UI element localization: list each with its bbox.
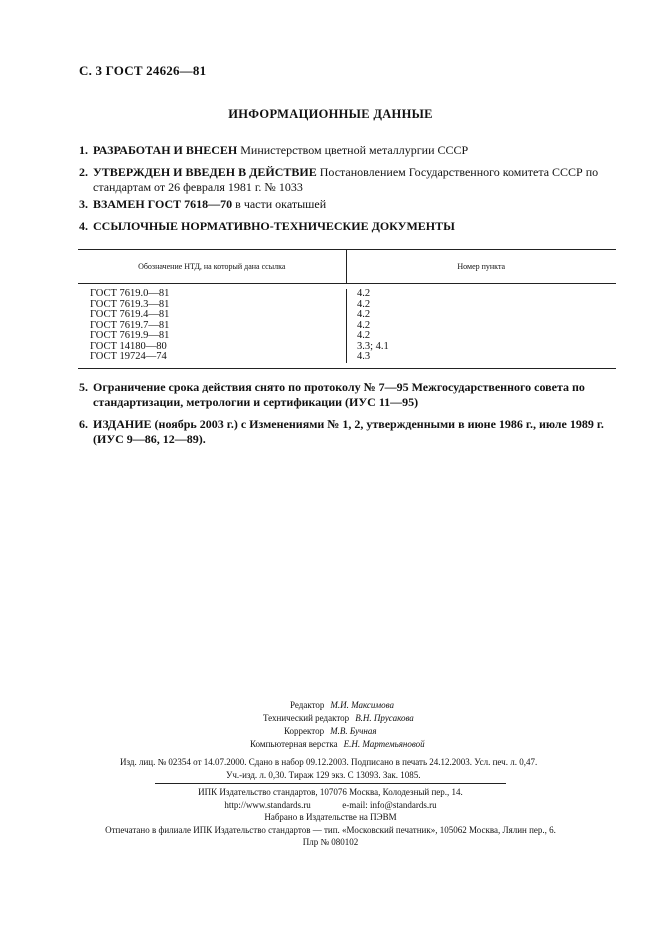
credit-label: Корректор xyxy=(284,726,325,736)
credit-name: М.И. Максимова xyxy=(330,700,394,710)
divider xyxy=(155,783,506,784)
table-cell-doc: ГОСТ 7619.7—81 xyxy=(90,319,170,331)
info-item-1 xyxy=(79,143,616,158)
table-cell-point: 4.2 xyxy=(357,298,371,310)
page-header: С. 3 ГОСТ 24626—81 xyxy=(79,63,207,78)
credit-name: Е.Н. Мартемьяновой xyxy=(343,739,425,749)
references-table xyxy=(78,249,616,369)
table-cell-doc: ГОСТ 7619.0—81 xyxy=(90,288,170,299)
item-heading: ИЗДАНИЕ xyxy=(93,417,152,431)
table-body xyxy=(78,284,616,368)
item-number: 6. xyxy=(79,417,88,431)
credit-layout xyxy=(250,738,425,752)
credit-label: Технический редактор xyxy=(263,713,350,723)
table-header xyxy=(78,250,616,284)
table-cell-point: 4.2 xyxy=(357,288,371,299)
item-number: 4. xyxy=(79,219,88,233)
table-cell-point: 4.2 xyxy=(357,319,371,331)
credit-editor xyxy=(290,699,394,713)
section-title: ИНФОРМАЦИОННЫЕ ДАННЫЕ xyxy=(228,107,433,121)
imprint-line: Изд. лиц. № 02354 от 14.07.2000. Сдано в набор 09.12.2003. Подписано в печать 24.12.2003. Усл. печ. л. 0,47. xyxy=(120,757,538,767)
item-text: (ноябрь 2003 г.) с Изменениями № 1, 2, утвержденными в июне 1986 г., июле 1989 г. (ИУС 9—86, 12—89). xyxy=(93,417,604,446)
publisher-line: http://www.standards.ru e-mail: info@standards.ru xyxy=(224,799,437,810)
info-item-4 xyxy=(79,219,616,234)
table-cell-point: 4.2 xyxy=(357,330,371,341)
item-heading: УТВЕРЖДЕН И ВВЕДЕН В ДЕЙСТВИЕ xyxy=(93,165,317,179)
table-cell-doc: ГОСТ 14180—80 xyxy=(90,340,167,352)
publisher-line: Плр № 080102 xyxy=(302,837,359,847)
table-cell-point: 3.3; 4.1 xyxy=(357,340,389,352)
col-header-doc: Обозначение НТД, на который дана ссылка xyxy=(138,262,286,271)
credit-name: В.Н. Прусакова xyxy=(355,713,414,723)
item-heading: РАЗРАБОТАН И ВНЕСЕН xyxy=(93,143,238,157)
table-cell-doc: ГОСТ 7619.4—81 xyxy=(90,309,170,320)
info-item-6 xyxy=(79,417,616,447)
item-heading: ВЗАМЕН ГОСТ 7618—70 xyxy=(93,197,233,211)
table-cell-doc: ГОСТ 7619.3—81 xyxy=(90,298,170,310)
publisher-line: Отпечатано в филиале ИПК Издательство стандартов — тип. «Московский печатник», 105062 Москва, Лялин пер., 6. xyxy=(105,824,556,835)
point-column xyxy=(346,289,616,363)
table-cell-point: 4.3 xyxy=(357,351,371,362)
publisher-line: ИПК Издательство стандартов, 107076 Москва, Колодезный пер., 14. xyxy=(198,787,463,797)
info-item-3 xyxy=(79,197,616,212)
item-text: в части окатышей xyxy=(235,197,327,211)
credit-tech-editor xyxy=(263,712,414,726)
item-number: 2. xyxy=(79,165,88,179)
publisher-block xyxy=(0,786,661,849)
table-cell-doc: ГОСТ 7619.9—81 xyxy=(90,330,170,341)
credit-corrector xyxy=(284,725,377,739)
item-text: Министерством цветной металлургии СССР xyxy=(240,143,469,157)
info-item-2 xyxy=(79,165,616,195)
info-item-5 xyxy=(79,380,616,410)
credit-label: Компьютерная верстка xyxy=(250,739,338,749)
table-cell-doc: ГОСТ 19724—74 xyxy=(90,351,167,362)
table-cell-point: 4.2 xyxy=(357,309,371,320)
imprint-line: Уч.-изд. л. 0,30. Тираж 129 экз. С 13093. Зак. 1085. xyxy=(226,770,421,780)
item-number: 5. xyxy=(79,380,88,394)
item-heading: ССЫЛОЧНЫЕ НОРМАТИВНО-ТЕХНИЧЕСКИЕ ДОКУМЕНТЫ xyxy=(93,219,455,233)
credit-name: М.В. Бучная xyxy=(330,726,377,736)
publisher-line: Набрано в Издательстве на ПЭВМ xyxy=(264,812,397,822)
credit-label: Редактор xyxy=(290,700,325,710)
item-number: 3. xyxy=(79,197,88,211)
doc-column xyxy=(78,289,346,363)
item-text: Ограничение срока действия снято по протоколу № 7—95 Межгосударственного совета по стандартизации, метрологии и сертификации (ИУС 11—95) xyxy=(93,380,585,409)
item-number: 1. xyxy=(79,143,88,157)
item-text: Постановлением Государственного комитета СССР по стандартам от 26 февраля 1981 г. № 1033 xyxy=(93,165,599,194)
col-header-point: Номер пункта xyxy=(346,250,617,283)
